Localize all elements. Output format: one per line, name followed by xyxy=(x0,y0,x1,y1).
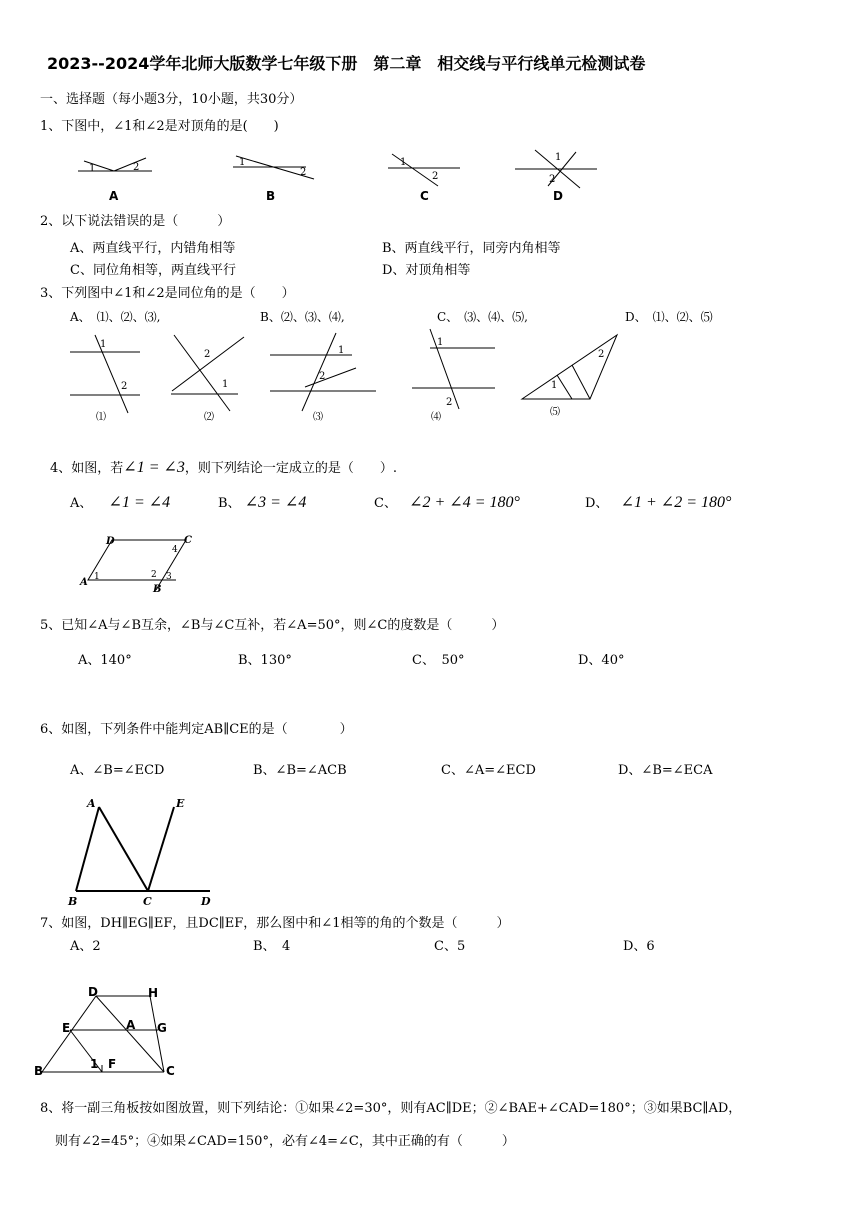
svg-text:1: 1 xyxy=(94,572,100,582)
svg-text:1: 1 xyxy=(338,345,345,356)
q2-stem: 2、以下说法错误的是（ ） xyxy=(40,214,231,229)
svg-text:C: C xyxy=(184,535,192,546)
q3-stem: 3、下列图中∠1和∠2是同位角的是（ ） xyxy=(40,286,295,301)
q6-figure xyxy=(0,795,260,910)
svg-text:D: D xyxy=(88,985,98,999)
svg-text:C: C xyxy=(143,895,152,908)
svg-text:A: A xyxy=(80,577,88,588)
q3-figure-3 xyxy=(270,333,376,411)
q4-option-c-letter: C、 xyxy=(374,496,397,511)
svg-text:2: 2 xyxy=(204,349,211,360)
q5-option-a: A、140° xyxy=(78,653,132,668)
q1-figure-d xyxy=(515,150,597,188)
svg-text:C: C xyxy=(166,1064,175,1078)
q3-figure-5 xyxy=(522,335,617,399)
q1-label-d: D xyxy=(553,189,563,203)
svg-text:1: 1 xyxy=(90,1057,99,1071)
svg-text:2: 2 xyxy=(432,171,439,182)
svg-text:F: F xyxy=(108,1057,117,1071)
svg-text:1: 1 xyxy=(437,337,444,348)
q3-option-b: B、⑵、⑶、⑷, xyxy=(260,310,345,324)
q4-option-b-math: ∠3 = ∠4 xyxy=(244,494,307,511)
q4-option-b-letter: B、 xyxy=(218,496,241,511)
q3-figure-1 xyxy=(70,335,140,413)
svg-text:B: B xyxy=(68,895,78,908)
q7-option-d: D、6 xyxy=(623,939,655,954)
q3-figures xyxy=(0,325,860,425)
q7-option-c: C、5 xyxy=(434,939,466,954)
q4-option-a-letter: A、 xyxy=(70,496,93,511)
svg-text:2: 2 xyxy=(319,371,326,382)
q3-caption-4: ⑷ xyxy=(431,412,441,423)
q8-line1: 8、将一副三角板按如图放置，则下列结论：①如果∠2=30°，则有AC∥DE；②∠BAE+∠CAD=180°；③如果BC∥AD， xyxy=(40,1101,742,1116)
q1-figure-c xyxy=(388,154,460,186)
q3-figure-4 xyxy=(412,329,495,409)
q2-option-a: A、两直线平行，内错角相等 xyxy=(70,241,236,256)
svg-text:1: 1 xyxy=(555,152,562,163)
svg-text:D: D xyxy=(106,536,115,547)
q2-option-d: D、对顶角相等 xyxy=(382,263,471,278)
svg-text:E: E xyxy=(176,797,185,810)
q4-option-a xyxy=(70,495,170,512)
svg-text:E: E xyxy=(62,1021,71,1035)
svg-text:1: 1 xyxy=(400,157,407,168)
q6-stem: 6、如图，下列条件中能判定AB∥CE的是（ ） xyxy=(40,722,353,737)
svg-text:A: A xyxy=(87,797,96,810)
q4-option-c xyxy=(374,495,520,512)
svg-text:2: 2 xyxy=(151,570,157,580)
svg-text:1: 1 xyxy=(239,157,246,168)
q4-option-c-math: ∠2 + ∠4 = 180° xyxy=(409,494,520,511)
q5-option-d: D、40° xyxy=(578,653,625,668)
q6-option-b: B、∠B=∠ACB xyxy=(253,763,347,778)
svg-text:G: G xyxy=(157,1021,167,1035)
q3-option-c: C、 ⑶、⑷、⑸, xyxy=(437,310,528,324)
q4-stem-prefix: 4、如图，若 xyxy=(50,461,124,476)
q1-label-c: C xyxy=(420,189,429,203)
svg-text:B: B xyxy=(34,1064,44,1078)
svg-text:H: H xyxy=(148,986,159,1000)
q3-caption-5: ⑸ xyxy=(550,407,560,418)
svg-text:B: B xyxy=(153,584,162,595)
q4-option-a-math: ∠1 = ∠4 xyxy=(108,494,171,511)
q4-option-b xyxy=(218,495,306,512)
q3-option-d: D、 ⑴、⑵、⑸ xyxy=(625,310,713,324)
svg-text:1: 1 xyxy=(222,379,229,390)
q4-stem-math: ∠1 = ∠3 xyxy=(123,459,185,476)
q4-figure xyxy=(0,530,260,600)
q1-figures xyxy=(0,140,860,210)
q4-option-d-letter: D、 xyxy=(585,496,609,511)
section-heading: 一、选择题（每小题3分，10小题，共30分） xyxy=(40,92,303,107)
q4-option-d xyxy=(585,495,731,512)
svg-text:4: 4 xyxy=(172,545,178,555)
svg-text:2: 2 xyxy=(446,397,453,408)
page-title: 2023--2024学年北师大版数学七年级下册 第二章 相交线与平行线单元检测试卷 xyxy=(47,54,646,73)
q3-caption-3: ⑶ xyxy=(313,412,323,423)
q1-figure-b xyxy=(233,156,314,179)
q5-stem: 5、已知∠A与∠B互余，∠B与∠C互补，若∠A=50°，则∠C的度数是（ ） xyxy=(40,618,505,633)
q5-option-b: B、130° xyxy=(238,653,292,668)
q6-option-d: D、∠B=∠ECA xyxy=(618,763,713,778)
svg-text:1: 1 xyxy=(89,163,96,174)
svg-text:1: 1 xyxy=(551,380,558,391)
q7-figure xyxy=(0,985,220,1080)
q4-option-d-math: ∠1 + ∠2 = 180° xyxy=(620,494,732,511)
svg-text:2: 2 xyxy=(598,349,605,360)
q7-option-a: A、2 xyxy=(70,939,101,954)
svg-text:1: 1 xyxy=(100,339,107,350)
svg-text:D: D xyxy=(201,895,211,908)
q1-label-a: A xyxy=(109,189,119,203)
q6-option-a: A、∠B=∠ECD xyxy=(70,763,165,778)
q2-option-b: B、两直线平行，同旁内角相等 xyxy=(382,241,561,256)
svg-text:2: 2 xyxy=(300,167,307,178)
svg-text:A: A xyxy=(126,1018,136,1032)
svg-text:2: 2 xyxy=(549,174,556,185)
q6-option-c: C、∠A=∠ECD xyxy=(441,763,536,778)
q3-figure-2 xyxy=(171,335,244,411)
q4-stem-suffix: ，则下列结论一定成立的是（ ）. xyxy=(184,461,398,476)
q4-stem xyxy=(50,460,397,477)
svg-text:2: 2 xyxy=(133,162,140,173)
q1-label-b: B xyxy=(266,189,276,203)
svg-text:2: 2 xyxy=(121,381,128,392)
q2-option-c: C、同位角相等，两直线平行 xyxy=(70,263,236,278)
q3-caption-2: ⑵ xyxy=(204,412,214,423)
q1-stem: 1、下图中，∠1和∠2是对顶角的是( ) xyxy=(40,119,279,134)
q3-caption-1: ⑴ xyxy=(96,412,106,423)
q1-figure-a xyxy=(78,158,152,174)
q5-option-c: C、 50° xyxy=(412,653,465,668)
q7-stem: 7、如图，DH∥EG∥EF，且DC∥EF，那么图中和∠1相等的角的个数是（ ） xyxy=(40,916,510,931)
q3-option-a: A、 ⑴、⑵、⑶, xyxy=(70,310,161,324)
q7-option-b: B、 4 xyxy=(253,939,291,954)
svg-text:3: 3 xyxy=(166,572,172,582)
q8-line2: 则有∠2=45°；④如果∠CAD=150°，必有∠4=∠C，其中正确的有（ ） xyxy=(55,1134,515,1149)
